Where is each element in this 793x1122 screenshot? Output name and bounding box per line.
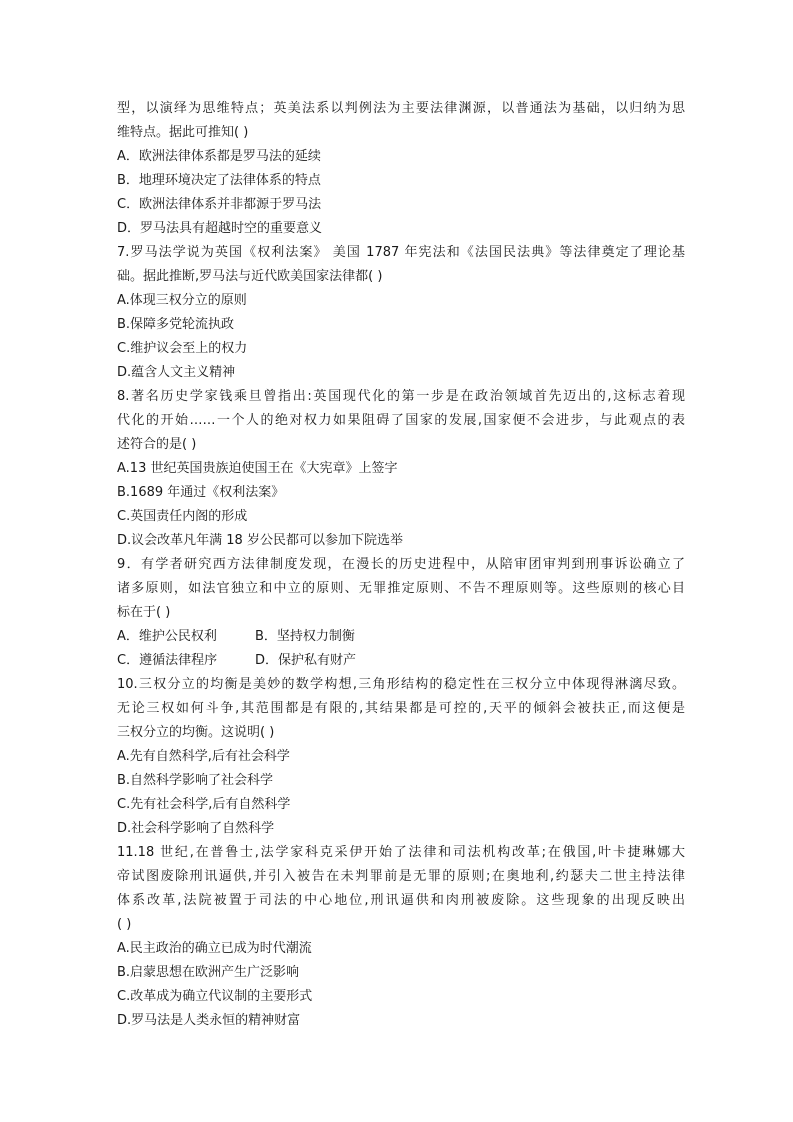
- question-stem-line: 三权分立的均衡。这说明( ): [117, 725, 275, 740]
- option-b: B．地理环境决定了法律体系的特点: [117, 173, 321, 188]
- question-stem-line: 诸多原则，如法官独立和中立的原则、无罪推定原则、不告不理原则等。这些原则的核心目: [117, 581, 685, 596]
- question-11: [117, 841, 685, 1033]
- question-stem-line: 型，以演绎为思维特点；英美法系以判例法为主要法律渊源，以普通法为基础，以归纳为思: [117, 101, 685, 116]
- option-a: A.13 世纪英国贵族迫使国王在《大宪章》上签字: [117, 461, 398, 476]
- option-b: B.保障多党轮流执政: [117, 317, 235, 332]
- option-d: D.蕴含人文主义精神: [117, 365, 236, 380]
- question-10: [117, 673, 685, 841]
- option-c: C.改革成为确立代议制的主要形式: [117, 989, 313, 1004]
- question-9: [117, 553, 685, 673]
- question-stem-line: ( ): [117, 917, 132, 932]
- option-a: A．维护公民权利: [117, 629, 217, 644]
- question-stem-line: 7.罗马法学说为英国《权利法案》 美国 1787 年宪法和《法国民法典》等法律奠定了理论基: [117, 245, 685, 260]
- exam-page: [117, 97, 685, 1033]
- option-d: D．保护私有财产: [255, 653, 357, 668]
- option-c: C.英国责任内阁的形成: [117, 509, 248, 524]
- question-stem-line: 8.著名历史学家钱乘旦曾指出:英国现代化的第一步是在政治领域首先迈出的,这标志着现: [117, 389, 685, 404]
- option-a: A．欧洲法律体系都是罗马法的延续: [117, 149, 321, 164]
- option-d: D.罗马法是人类永恒的精神财富: [117, 1013, 301, 1028]
- question-stem-line: 10.三权分立的均衡是美妙的数学构想,三角形结构的稳定性在三权分立中体现得淋漓尽致。: [117, 677, 685, 692]
- option-c: C．欧洲法律体系并非都源于罗马法: [117, 197, 322, 212]
- question-stem-line: 11.18 世纪,在普鲁士,法学家科克采伊开始了法律和司法机构改革;在俄国,叶卡捷琳娜大: [117, 845, 685, 860]
- option-b: B.启蒙思想在欧洲产生广泛影响: [117, 965, 300, 980]
- option-c: C.先有社会科学,后有自然科学: [117, 797, 291, 812]
- question-stem-line: 无论三权如何斗争,其范围都是有限的,其结果都是可控的,天平的倾斜会被扶正,而这便是: [117, 701, 685, 716]
- question-6-tail: [117, 97, 685, 241]
- question-8: [117, 385, 685, 553]
- question-7: [117, 241, 685, 385]
- question-stem-line: 帝试图废除刑讯逼供,并引入被告在未判罪前是无罪的原则;在奥地利,约瑟夫二世主持法律: [117, 869, 685, 884]
- option-d: D.议会改革凡年满 18 岁公民都可以参加下院选举: [117, 533, 403, 548]
- option-d: D．罗马法具有超越时空的重要意义: [117, 221, 323, 236]
- option-a: A.体现三权分立的原则: [117, 293, 247, 308]
- question-stem-line: 维特点。据此可推知( ): [117, 125, 249, 140]
- question-stem-line: 体系改革,法院被置于司法的中心地位,刑讯逼供和肉刑被废除。这些现象的出现反映出: [117, 893, 685, 908]
- question-stem-line: 述符合的是( ): [117, 437, 197, 452]
- option-b: B.1689 年通过《权利法案》: [117, 485, 285, 500]
- option-a: A.先有自然科学,后有社会科学: [117, 749, 290, 764]
- question-stem-line: 标在于( ): [117, 605, 171, 620]
- question-stem-line: 础。据此推断,罗马法与近代欧美国家法律都( ): [117, 269, 383, 284]
- question-stem-line: 9．有学者研究西方法律制度发现，在漫长的历史进程中，从陪审团审判到刑事诉讼确立了: [117, 557, 685, 572]
- option-row: [117, 649, 685, 673]
- option-c: C.维护议会至上的权力: [117, 341, 248, 356]
- option-row: [117, 625, 685, 649]
- option-b: B．坚持权力制衡: [255, 629, 355, 644]
- option-d: D.社会科学影响了自然科学: [117, 821, 275, 836]
- question-stem-line: 代化的开始……一个人的绝对权力如果阻碍了国家的发展,国家便不会进步，与此观点的表: [117, 413, 685, 428]
- option-c: C．遵循法律程序: [117, 653, 218, 668]
- option-a: A.民主政治的确立已成为时代潮流: [117, 941, 312, 956]
- option-b: B.自然科学影响了社会科学: [117, 773, 274, 788]
